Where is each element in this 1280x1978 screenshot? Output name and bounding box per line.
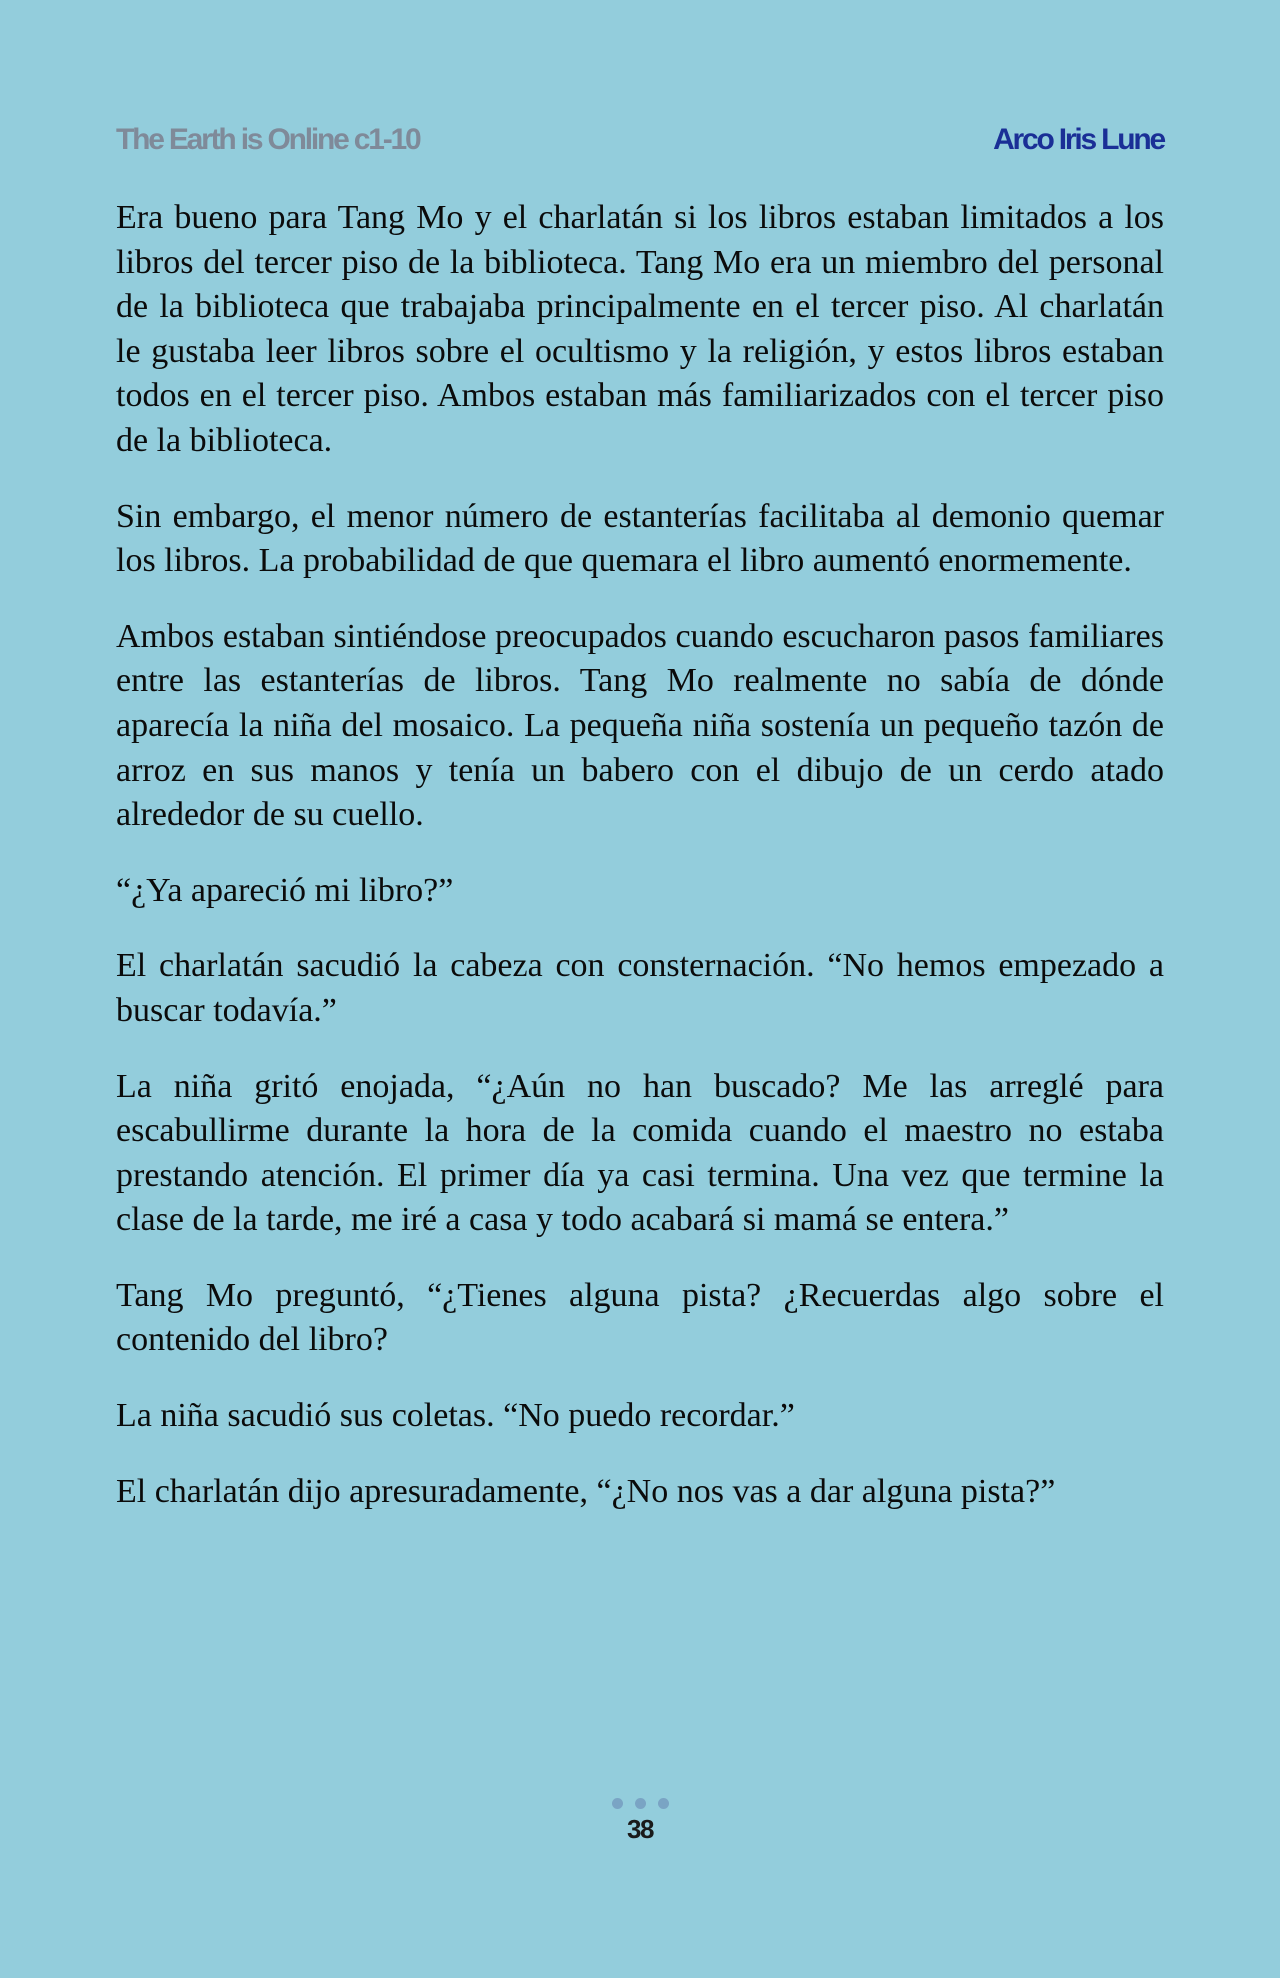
- paragraph: La niña sacudió sus coletas. “No puedo recordar.”: [116, 1397, 795, 1435]
- paragraph: El charlatán sacudió la cabeza con consternación. “No hemos empezado a buscar todavía.”: [116, 947, 1164, 1029]
- dot-icon: [612, 1798, 623, 1809]
- author-name: Arco Iris Lune: [993, 123, 1164, 156]
- page-header: [116, 118, 1164, 162]
- book-title: The Earth is Online c1-10: [116, 123, 420, 156]
- paragraph: La niña gritó enojada, “¿Aún no han buscado? Me las arreglé para escabullirme durante la hora de la comida cuando el maestro no estaba prestando atención. El primer día ya casi termina. Una vez que termine la clase de la tarde, me iré a casa y todo acabará si mamá se entera.”: [116, 1067, 1164, 1239]
- dot-icon: [658, 1798, 669, 1809]
- footer-dots-ornament: [0, 1798, 1280, 1812]
- page-footer: [0, 1798, 1280, 1845]
- page-number: 38: [627, 1814, 653, 1844]
- paragraph: Ambos estaban sintiéndose preocupados cuando escucharon pasos familiares entre las estanterías de libros. Tang Mo realmente no sabía de dónde aparecía la niña del mosaico. La pequeña niña sostenía un pequeño tazón de arroz en sus manos y tenía un babero con el dibujo de un cerdo atado alrededor de su cuello.: [116, 617, 1164, 834]
- page-body: [116, 196, 1164, 1545]
- paragraph: El charlatán dijo apresuradamente, “¿No nos vas a dar alguna pista?”: [116, 1472, 1056, 1510]
- dot-icon: [635, 1798, 646, 1809]
- paragraph: Sin embargo, el menor número de estanterías facilitaba al demonio quemar los libros. La probabilidad de que quemara el libro aumentó enormemente.: [116, 497, 1164, 580]
- paragraph: “¿Ya apareció mi libro?”: [116, 871, 454, 909]
- paragraph: Tang Mo preguntó, “¿Tienes alguna pista? ¿Recuerdas algo sobre el contenido del libro?: [116, 1276, 1164, 1359]
- paragraph: Era bueno para Tang Mo y el charlatán si los libros estaban limitados a los libros del tercer piso de la biblioteca. Tang Mo era un miembro del personal de la biblioteca que trabajaba principalmente en el tercer piso. Al charlatán le gustaba leer libros sobre el ocultismo y la religión, y estos libros estaban todos en el tercer piso. Ambos estaban más familiarizados con el tercer piso de la biblioteca.: [116, 199, 1164, 459]
